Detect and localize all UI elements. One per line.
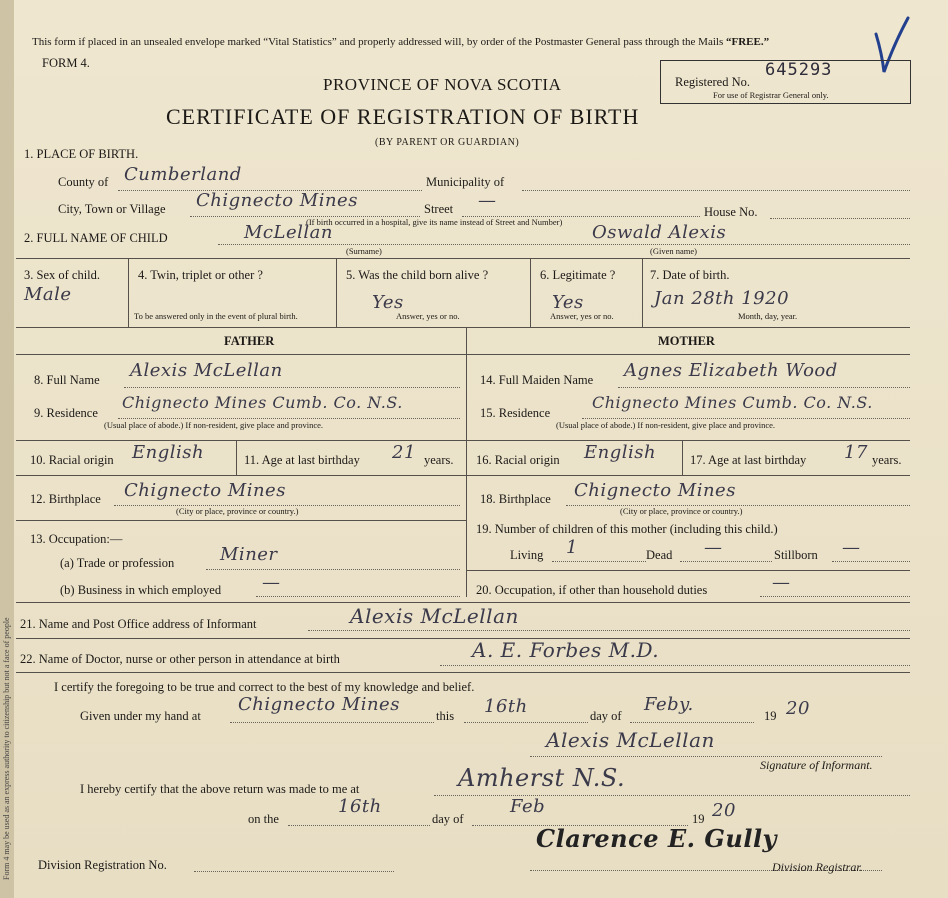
informant-label: 21. Name and Post Office address of Informant bbox=[20, 617, 257, 631]
postal-notice-text: This form if placed in an unsealed envelope marked “Vital Statistics” and properly addressed will, by order of the Postmaster General pass through the Mails bbox=[32, 36, 724, 48]
postal-notice bbox=[32, 36, 769, 48]
given-place-value: Chignecto Mines bbox=[238, 694, 400, 715]
informant-signature-caption: Signature of Informant. bbox=[760, 758, 873, 772]
county-value: Cumberland bbox=[124, 164, 242, 185]
father-residence-label: 9. Residence bbox=[34, 406, 98, 420]
mother-age-divider bbox=[682, 440, 683, 475]
day-of-label: day of bbox=[590, 709, 622, 723]
left-edge-strip bbox=[0, 0, 14, 898]
return-place-value: Amherst N.S. bbox=[458, 764, 626, 792]
father-birthplace-label: 12. Birthplace bbox=[30, 492, 101, 506]
surname-note: (Surname) bbox=[346, 246, 382, 256]
date-note: Month, day, year. bbox=[738, 311, 798, 321]
mother-occupation-line bbox=[760, 596, 910, 597]
city-value: Chignecto Mines bbox=[196, 190, 358, 211]
certification-top-border bbox=[16, 672, 910, 673]
registrar-note: For use of Registrar General only. bbox=[713, 90, 829, 100]
child-surname: McLellan bbox=[244, 222, 333, 243]
dead-label: Dead bbox=[646, 548, 673, 562]
father-age-label: 11. Age at last birthday bbox=[244, 453, 360, 467]
stillborn-label: Stillborn bbox=[774, 548, 818, 562]
father-racial-label: 10. Racial origin bbox=[30, 453, 114, 467]
this-line bbox=[464, 722, 588, 723]
year-value: 20 bbox=[786, 698, 810, 719]
father-residence-note: (Usual place of abode.) If non-resident, give place and province. bbox=[104, 420, 324, 430]
this-value: 16th bbox=[484, 696, 528, 717]
living-value: 1 bbox=[566, 537, 578, 558]
mother-name-value: Agnes Elizabeth Wood bbox=[624, 360, 838, 381]
this-label: this bbox=[436, 709, 455, 723]
street-value: — bbox=[478, 190, 497, 211]
mother-residence-line bbox=[582, 418, 910, 419]
parents-divider bbox=[466, 327, 467, 597]
given-name-note: (Given name) bbox=[650, 246, 697, 256]
city-label: City, Town or Village bbox=[58, 202, 166, 216]
dead-line bbox=[680, 561, 772, 562]
division-registration-label: Division Registration No. bbox=[38, 858, 167, 872]
free-label: “FREE.” bbox=[725, 36, 770, 48]
mother-name-label: 14. Full Maiden Name bbox=[480, 373, 594, 387]
father-occupation-label: 13. Occupation:— bbox=[30, 532, 123, 546]
given-under-label: Given under my hand at bbox=[80, 709, 201, 723]
mother-children-label: 19. Number of children of this mother (including this child.) bbox=[476, 522, 778, 536]
date-of-birth-value: Jan 28th 1920 bbox=[654, 288, 790, 309]
father-residence-line bbox=[118, 418, 460, 419]
row3-top-border bbox=[16, 258, 910, 259]
registered-number-box bbox=[660, 60, 911, 104]
day-label: day of bbox=[432, 812, 464, 826]
year2-value: 20 bbox=[712, 800, 736, 821]
municipality-line bbox=[522, 190, 910, 191]
house-label: House No. bbox=[704, 205, 758, 219]
father-racial-bottom bbox=[16, 475, 466, 476]
living-line bbox=[552, 561, 646, 562]
registered-label: Registered No. bbox=[675, 75, 750, 89]
mother-age-value: 17 bbox=[844, 442, 868, 463]
return-label: I hereby certify that the above return was made to me at bbox=[80, 782, 360, 796]
twin-label: 4. Twin, triplet or other ? bbox=[138, 268, 263, 282]
father-trade-line bbox=[206, 569, 460, 570]
on-the-label: on the bbox=[248, 812, 279, 826]
alive-note: Answer, yes or no. bbox=[396, 311, 460, 321]
mother-racial-label: 16. Racial origin bbox=[476, 453, 560, 467]
father-business-value: — bbox=[262, 572, 281, 593]
informant-line bbox=[308, 630, 910, 631]
registrar-signature: Clarence E. Gully bbox=[536, 824, 777, 853]
father-birthplace-value: Chignecto Mines bbox=[124, 480, 286, 501]
province-title: PROVINCE OF NOVA SCOTIA bbox=[323, 75, 562, 94]
row3-divider-3 bbox=[530, 258, 531, 327]
municipality-label: Municipality of bbox=[426, 175, 505, 189]
father-trade-label: (a) Trade or profession bbox=[60, 556, 175, 570]
father-racial-value: English bbox=[132, 442, 205, 463]
father-business-label: (b) Business in which employed bbox=[60, 583, 222, 597]
return-place-line bbox=[434, 795, 910, 796]
registrar-caption: Division Registrar. bbox=[772, 860, 863, 874]
living-label: Living bbox=[510, 548, 544, 562]
sex-value: Male bbox=[24, 284, 72, 305]
mother-heading: MOTHER bbox=[658, 334, 715, 348]
informant-value: Alexis McLellan bbox=[350, 604, 519, 628]
stillborn-value: — bbox=[842, 537, 861, 558]
twin-note: To be answered only in the event of plural birth. bbox=[134, 311, 298, 321]
row3-divider-2 bbox=[336, 258, 337, 327]
informant-signature: Alexis McLellan bbox=[546, 728, 715, 752]
place-of-birth-label: 1. PLACE OF BIRTH. bbox=[24, 147, 139, 161]
mother-residence-label: 15. Residence bbox=[480, 406, 551, 420]
mother-birthplace-value: Chignecto Mines bbox=[574, 480, 736, 501]
father-birthplace-note: (City or place, province or country.) bbox=[176, 506, 299, 516]
alive-label: 5. Was the child born alive ? bbox=[346, 268, 489, 282]
legitimate-label: 6. Legitimate ? bbox=[540, 268, 616, 282]
child-name-line bbox=[218, 244, 910, 245]
year2-prefix: 19 bbox=[692, 812, 705, 826]
legitimate-note: Answer, yes or no. bbox=[550, 311, 614, 321]
mother-racial-bottom bbox=[466, 475, 910, 476]
father-years-label: years. bbox=[424, 453, 454, 467]
mother-racial-value: English bbox=[584, 442, 657, 463]
dead-value: — bbox=[704, 537, 723, 558]
stillborn-line bbox=[832, 561, 910, 562]
father-residence-value: Chignecto Mines Cumb. Co. N.S. bbox=[122, 393, 403, 412]
month-value: Feby. bbox=[644, 694, 694, 715]
child-given-name: Oswald Alexis bbox=[592, 222, 727, 243]
mother-racial-top bbox=[466, 440, 910, 441]
father-age-value: 21 bbox=[392, 442, 416, 463]
on-the-value: 16th bbox=[338, 796, 382, 817]
side-strip-text: Form 4 may be used as an express authority to citizenship but not a face of people bbox=[2, 617, 11, 880]
certify-statement: I certify the foregoing to be true and correct to the best of my knowledge and belief. bbox=[54, 680, 475, 694]
street-label: Street bbox=[424, 202, 454, 216]
row3-divider-4 bbox=[642, 258, 643, 327]
sex-label: 3. Sex of child. bbox=[24, 268, 101, 282]
row3-divider-1 bbox=[128, 258, 129, 327]
form-number: FORM 4. bbox=[42, 56, 90, 70]
mother-occ-top bbox=[466, 570, 910, 571]
father-racial-top bbox=[16, 440, 466, 441]
month-line bbox=[630, 722, 754, 723]
date-of-birth-label: 7. Date of birth. bbox=[650, 268, 730, 282]
child-name-label: 2. FULL NAME OF CHILD bbox=[24, 231, 168, 245]
division-registration-line bbox=[194, 871, 394, 872]
legitimate-value: Yes bbox=[552, 292, 584, 313]
on-the-line bbox=[288, 825, 430, 826]
father-trade-value: Miner bbox=[220, 544, 278, 565]
father-heading: FATHER bbox=[224, 334, 275, 348]
parents-heading-border bbox=[16, 354, 910, 355]
mother-birthplace-note: (City or place, province or country.) bbox=[620, 506, 743, 516]
year-prefix: 19 bbox=[764, 709, 777, 723]
father-business-line bbox=[256, 596, 460, 597]
house-line bbox=[770, 218, 910, 219]
informant-top-border bbox=[16, 602, 910, 603]
mother-birthplace-label: 18. Birthplace bbox=[480, 492, 551, 506]
county-label: County of bbox=[58, 175, 109, 189]
row3-bottom-border bbox=[16, 327, 910, 328]
street-note: (If birth occurred in a hospital, give its name instead of Street and Number) bbox=[306, 217, 563, 227]
father-name-line bbox=[124, 387, 460, 388]
father-age-divider bbox=[236, 440, 237, 475]
father-name-value: Alexis McLellan bbox=[130, 360, 283, 381]
mother-occupation-value: — bbox=[772, 572, 791, 593]
mother-residence-value: Chignecto Mines Cumb. Co. N.S. bbox=[592, 393, 873, 412]
father-name-label: 8. Full Name bbox=[34, 373, 100, 387]
alive-value: Yes bbox=[372, 292, 404, 313]
given-place-line bbox=[230, 722, 434, 723]
doctor-line bbox=[440, 665, 910, 666]
registered-number: 645293 bbox=[765, 60, 833, 80]
certificate-subtitle: (BY PARENT OR GUARDIAN) bbox=[375, 137, 520, 148]
informant-signature-line bbox=[530, 756, 882, 757]
mother-years-label: years. bbox=[872, 453, 902, 467]
mother-name-line bbox=[618, 387, 910, 388]
day-value: Feb bbox=[510, 796, 546, 817]
father-occ-top bbox=[16, 520, 466, 521]
certificate-title: CERTIFICATE OF REGISTRATION OF BIRTH bbox=[166, 104, 640, 129]
doctor-top-border bbox=[16, 638, 910, 639]
mother-age-label: 17. Age at last birthday bbox=[690, 453, 807, 467]
mother-residence-note: (Usual place of abode.) If non-resident, give place and province. bbox=[556, 420, 776, 430]
doctor-value: A. E. Forbes M.D. bbox=[472, 638, 660, 662]
doctor-label: 22. Name of Doctor, nurse or other person in attendance at birth bbox=[20, 652, 340, 666]
mother-occupation-label: 20. Occupation, if other than household duties bbox=[476, 583, 708, 597]
